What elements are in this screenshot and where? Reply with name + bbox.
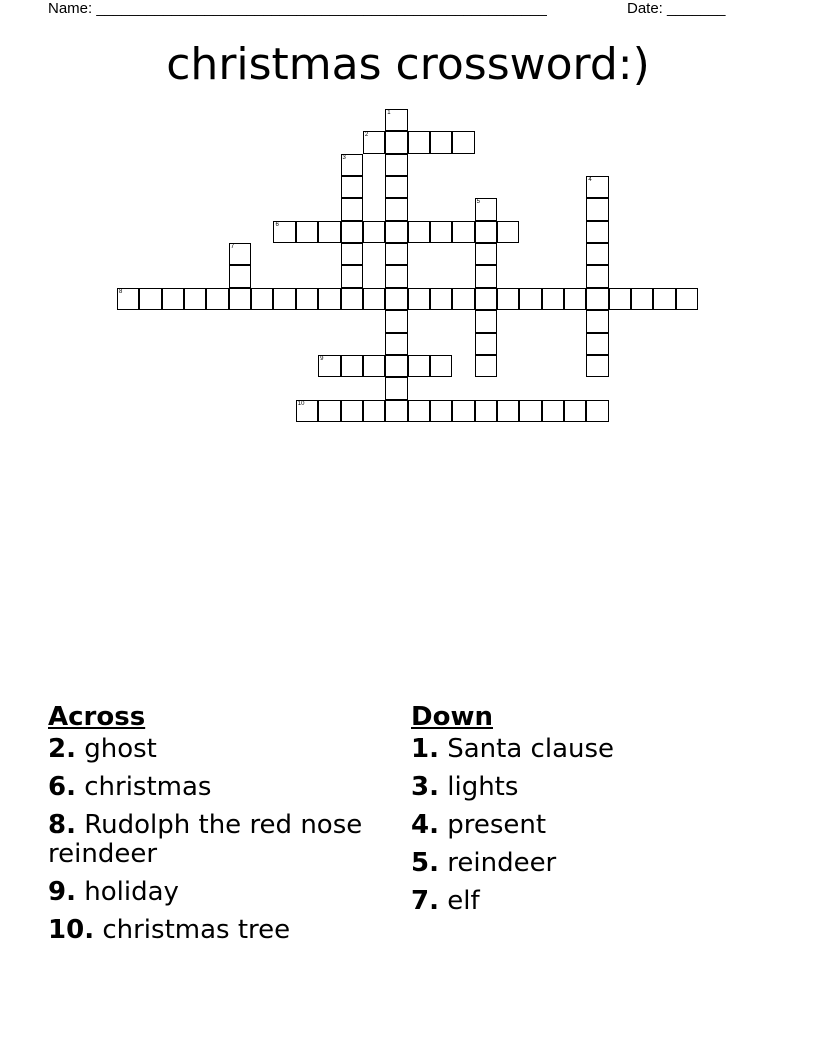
grid-cell[interactable] xyxy=(341,154,363,176)
grid-cell[interactable] xyxy=(341,288,363,310)
clue-text: ghost xyxy=(75,734,157,764)
clue-text: Rudolph the red nose reindeer xyxy=(48,810,363,869)
grid-cell[interactable] xyxy=(519,400,541,422)
grid-cell[interactable] xyxy=(676,288,698,310)
grid-cell[interactable] xyxy=(408,221,430,243)
grid-cell[interactable] xyxy=(475,221,497,243)
cell-number: 1 xyxy=(387,110,391,116)
cell-number: 10 xyxy=(297,400,305,407)
grid-cell[interactable] xyxy=(430,221,452,243)
clue-number: 8 xyxy=(48,810,67,840)
grid-cell[interactable] xyxy=(251,288,273,310)
across-heading: Across xyxy=(48,702,146,732)
grid-cell[interactable] xyxy=(586,221,608,243)
grid-cell[interactable] xyxy=(475,265,497,287)
grid-cell[interactable] xyxy=(475,288,497,310)
grid-cell[interactable] xyxy=(385,243,407,265)
grid-cell[interactable] xyxy=(341,355,363,377)
grid-cell[interactable] xyxy=(296,400,318,422)
clue-number: 2 xyxy=(48,734,67,764)
clue-text: reindeer xyxy=(438,848,557,878)
grid-cell[interactable] xyxy=(586,333,608,355)
grid-cell[interactable] xyxy=(385,333,407,355)
grid-cell[interactable] xyxy=(564,400,586,422)
cell-number: 9 xyxy=(320,355,324,362)
clue-number: 3 xyxy=(411,772,430,802)
cell-number: 6 xyxy=(275,221,279,228)
clue-number: 5 xyxy=(411,848,430,878)
across-clue-10: 10. christmas tree xyxy=(48,915,291,945)
grid-cell[interactable] xyxy=(273,221,295,243)
clue-text: elf xyxy=(438,886,480,916)
grid-cell[interactable] xyxy=(586,310,608,332)
grid-cell[interactable] xyxy=(542,400,564,422)
crossword-grid xyxy=(0,0,816,430)
down-clue-4: 4. present xyxy=(411,810,547,840)
grid-cell[interactable] xyxy=(117,288,139,310)
grid-cell[interactable] xyxy=(385,198,407,220)
cell-number: 5 xyxy=(476,199,480,206)
grid-cell[interactable] xyxy=(586,176,608,198)
down-clues xyxy=(411,700,771,925)
grid-cell[interactable] xyxy=(385,288,407,310)
grid-cell[interactable] xyxy=(430,131,452,153)
grid-cell[interactable] xyxy=(542,288,564,310)
grid-cell[interactable] xyxy=(296,221,318,243)
down-clue-3: 3. lights xyxy=(411,772,519,802)
cell-number: 2 xyxy=(364,132,369,139)
clue-text: christmas xyxy=(75,772,212,802)
grid-cell[interactable] xyxy=(341,198,363,220)
down-heading: Down xyxy=(411,702,493,732)
grid-cell[interactable] xyxy=(430,355,452,377)
grid-cell[interactable] xyxy=(229,288,251,310)
grid-cell[interactable] xyxy=(452,400,474,422)
grid-cell[interactable] xyxy=(408,288,430,310)
cell-number: 3 xyxy=(342,154,346,161)
grid-cell[interactable] xyxy=(139,288,161,310)
grid-cell[interactable] xyxy=(385,109,407,131)
grid-cell[interactable] xyxy=(273,288,295,310)
grid-cell[interactable] xyxy=(318,221,340,243)
grid-cell[interactable] xyxy=(341,265,363,287)
across-clue-6: 6. christmas xyxy=(48,772,212,802)
grid-cell[interactable] xyxy=(296,288,318,310)
across-clue-9: 9. holiday xyxy=(48,877,179,907)
grid-cell[interactable] xyxy=(385,265,407,287)
grid-cell[interactable] xyxy=(430,400,452,422)
grid-cell[interactable] xyxy=(408,131,430,153)
grid-cell[interactable] xyxy=(363,400,385,422)
across-clue-2: 2. ghost xyxy=(48,734,157,764)
grid-cell[interactable] xyxy=(475,198,497,220)
grid-cell[interactable] xyxy=(385,377,407,399)
clue-number: 7 xyxy=(411,886,430,916)
grid-cell[interactable] xyxy=(408,355,430,377)
grid-cell[interactable] xyxy=(385,310,407,332)
grid-cell[interactable] xyxy=(475,355,497,377)
grid-cell[interactable] xyxy=(318,355,340,377)
clue-number: 6 xyxy=(48,772,67,802)
grid-cell[interactable] xyxy=(318,288,340,310)
grid-cell[interactable] xyxy=(586,243,608,265)
grid-cell[interactable] xyxy=(341,243,363,265)
clue-text: christmas tree xyxy=(94,915,291,945)
cell-number: 7 xyxy=(230,244,235,251)
grid-cell[interactable] xyxy=(385,355,407,377)
grid-cell[interactable] xyxy=(475,333,497,355)
grid-cell[interactable] xyxy=(475,310,497,332)
cell-number: 4 xyxy=(588,177,592,184)
grid-cell[interactable] xyxy=(385,131,407,153)
grid-cell[interactable] xyxy=(385,221,407,243)
grid-cell[interactable] xyxy=(475,400,497,422)
grid-cell[interactable] xyxy=(363,288,385,310)
grid-cell[interactable] xyxy=(341,221,363,243)
across-clues xyxy=(48,700,368,954)
cell-number: 8 xyxy=(119,288,123,295)
down-clue-7: 7. elf xyxy=(411,886,480,916)
grid-cell[interactable] xyxy=(519,288,541,310)
clue-number: 4 xyxy=(411,810,430,840)
page-title: christmas crossword:) xyxy=(166,39,650,90)
grid-cell[interactable] xyxy=(653,288,675,310)
grid-cell[interactable] xyxy=(631,288,653,310)
grid-cell[interactable] xyxy=(363,221,385,243)
across-clue-8: 8. Rudolph the red nose reindeer xyxy=(48,810,363,869)
clue-text: present xyxy=(438,810,547,840)
grid-cell[interactable] xyxy=(586,288,608,310)
grid-cell[interactable] xyxy=(452,221,474,243)
clue-text: holiday xyxy=(75,877,179,907)
grid-cell[interactable] xyxy=(408,400,430,422)
grid-cell[interactable] xyxy=(497,288,519,310)
name-field[interactable]: Name: ______________________________________________________ xyxy=(48,0,547,17)
grid-cell[interactable] xyxy=(318,400,340,422)
grid-cell[interactable] xyxy=(497,221,519,243)
grid-cell[interactable] xyxy=(341,400,363,422)
grid-cell[interactable] xyxy=(363,131,385,153)
clue-number: 10 xyxy=(48,915,85,945)
down-clue-5: 5. reindeer xyxy=(411,848,557,878)
down-clue-1: 1. Santa clause xyxy=(411,734,615,764)
grid-cell[interactable] xyxy=(586,400,608,422)
grid-cell[interactable] xyxy=(162,288,184,310)
grid-cell[interactable] xyxy=(385,400,407,422)
grid-cell[interactable] xyxy=(586,265,608,287)
grid-cell[interactable] xyxy=(363,355,385,377)
grid-cell[interactable] xyxy=(184,288,206,310)
grid-cell[interactable] xyxy=(586,355,608,377)
grid-cell[interactable] xyxy=(609,288,631,310)
clue-number: 9 xyxy=(48,877,67,907)
grid-cell[interactable] xyxy=(385,154,407,176)
grid-cell[interactable] xyxy=(452,131,474,153)
grid-cell[interactable] xyxy=(229,265,251,287)
grid-cell[interactable] xyxy=(452,288,474,310)
clue-text: lights xyxy=(438,772,519,802)
grid-cell[interactable] xyxy=(229,243,251,265)
clue-number: 1 xyxy=(411,734,430,764)
grid-cell[interactable] xyxy=(586,198,608,220)
grid-cell[interactable] xyxy=(475,243,497,265)
grid-cell[interactable] xyxy=(341,176,363,198)
clue-text: Santa clause xyxy=(438,734,615,764)
grid-cell[interactable] xyxy=(564,288,586,310)
grid-cell[interactable] xyxy=(385,176,407,198)
grid-cell[interactable] xyxy=(206,288,228,310)
grid-cell[interactable] xyxy=(497,400,519,422)
grid-cell[interactable] xyxy=(430,288,452,310)
date-field[interactable]: Date: _______ xyxy=(627,0,726,17)
